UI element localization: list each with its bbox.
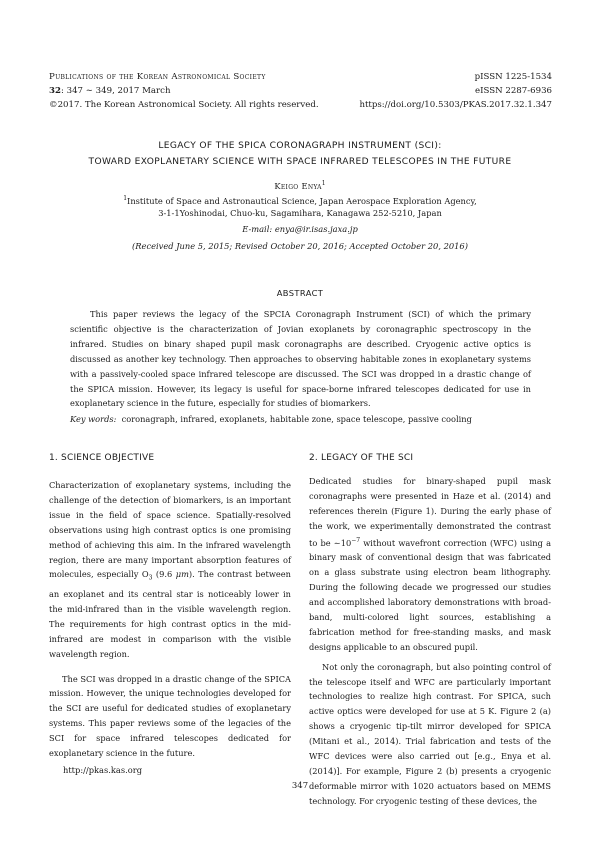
author-sup: 1 [321,180,326,187]
keywords [70,412,531,426]
copyright-line: ©2017. The Korean Astronomical Society. All rights reserved. [49,100,319,110]
author-name: Keigo Enya [274,180,322,191]
volume-info [49,84,171,98]
abstract-heading: ABSTRACT [276,288,324,298]
email-label: E-mail: [242,224,273,234]
section-1-heading: 1. SCIENCE OBJECTIVE [49,453,155,463]
s1p1-text-b: ). The contrast between an exoplanet and its central star is noticeably lower in the mid-infrared than in the visible wavelength region. The requirements for high contrast optics in the mid-infrared are modest in comparison with the visible wavelength region. [49,569,291,659]
abstract-text: This paper reviews the legacy of the SPCIA Coronagraph Instrument (SCI) of which the primary scientific objective is the characterization of Jovian exoplanets by coronagraphic spectroscopy in the infrared. Studies on binary shaped pupil mask coronagraphs are described. Cryogenic active optics is discussed as another key technology. Then approaches to observing habitable zones in exoplanetary systems with a passively-cooled space infrared telescope are discussed. The SCI was dropped in a drastic change of the SPICA mission. However, its legacy is useful for space-borne infrared telescopes dedicated for use in exoplanetary science in the future, especially for studies of biomarkers. [70,309,531,409]
received-dates: (Received June 5, 2015; Revised October 20, 2016; Accepted October 20, 2016) [132,241,468,251]
section-2-body [309,474,551,809]
affiliation-sup: 1 [123,195,128,202]
paper-title-line-1: LEGACY OF THE SPICA CORONAGRAPH INSTRUMENT (SCI): [158,141,442,151]
section-2-heading: 2. LEGACY OF THE SCI [309,453,414,463]
affiliation-text-1: Institute of Space and Astronautical Science, Japan Aerospace Exploration Agency, [127,195,477,206]
doi-link[interactable]: https://doi.org/10.5303/PKAS.2017.32.1.347 [359,100,552,110]
journal-url[interactable]: http://pkas.kas.org [63,765,143,775]
journal-name: Publications of the Korean Astronomical Society [49,72,266,82]
keywords-list: coronagraph, infrared, exoplanets, habitable zone, space telescope, passive cooling [121,414,472,424]
s2p1-text-a: Dedicated studies for binary-shaped pupil mask coronagraphs were presented in Haze et al. (2014) and references therein (Figure 1). During the early phase of the work, we experimentally demonstrated the contrast to be ∼10 [309,476,551,548]
eissn: eISSN 2287-6936 [475,86,552,96]
s1p1-unit: μm [175,569,189,580]
pissn: pISSN 1225-1534 [474,72,552,82]
section-2-paragraph-1 [309,474,551,655]
section-1-paragraph-1 [49,478,291,662]
volume-pages: : 347 ∼ 349, 2017 March [60,86,171,96]
section-1-paragraph-2: The SCI was dropped in a drastic change of the SPICA mission. However, the unique technologies developed for the SCI are useful for dedicated studies of exoplanetary systems. This paper reviews some of the legacies of the SCI for space infrared telescopes dedicated for exoplanetary science in the future. [49,673,291,759]
email-line [0,222,600,238]
section-1-body [49,478,291,761]
page-number: 347 [291,781,309,791]
s1p1-subscript: 3 [148,575,153,583]
section-2-paragraph-2: Not only the coronagraph, but also pointing control of the telescope itself and WFC are particularly important technologies to realize high contrast. For SPICA, such active optics were developed for use at 5 K. Figure 2 (a) shows a cryogenic tip-tilt mirror developed for SPICA (Mitani et al., 2014). Trial fabrication and tests of the WFC devices were also carried out [e.g., Enya et al. (2014)]. For example, Figure 2 (b) presents a cryogenic deformable mirror with 1020 actuators based on MEMS technology. For cryogenic testing of these devices, the [309,661,551,806]
paper-title-line-2: TOWARD EXOPLANETARY SCIENCE WITH SPACE INFRARED TELESCOPES IN THE FUTURE [88,157,512,167]
s2p1-text-b: without wavefront correction (WFC) using a binary mask of conventional design that was fabricated on a glass substrate using electron beam lithography. During the following decade we progressed our studies and accomplished laboratory demonstrations with broad-band, multi-colored light sources, establishing a fabrication method for free-standing masks, and mask designs applicable to an obscured pupil. [309,537,551,652]
volume-number: 32 [49,86,61,96]
s1p1-text-mid: (9.6 [152,569,176,580]
keywords-label: Key words: [70,414,117,424]
affiliation-line-2: 3-1-1Yoshinodai, Chuo-ku, Sagamihara, Kanagawa 252-5210, Japan [158,208,442,218]
s2p1-superscript: −7 [351,536,361,544]
s1p1-text-a: Characterization of exoplanetary systems, including the challenge of the detection of biomarkers, is an important issue in the field of space science. Spatially-resolved observations using high contrast optics is one promising method of achieving this aim. In the infrared wavelength region, there are many important absorption features of molecules, especially O [49,480,291,580]
email-address[interactable]: enya@ir.isas.jaxa.jp [274,224,358,234]
